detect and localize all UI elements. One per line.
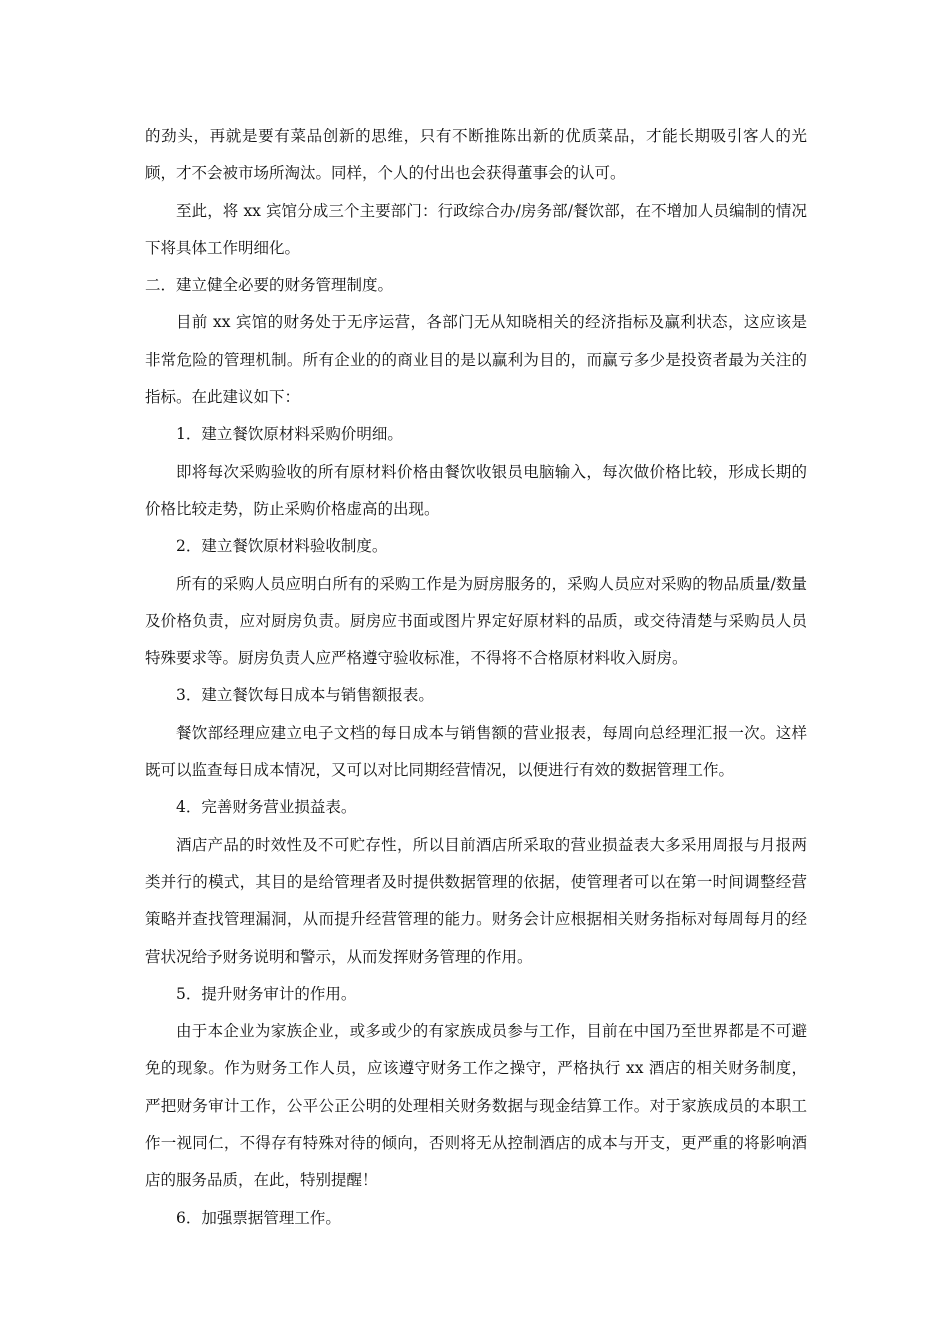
item-heading-5: 5．提升财务审计的作用。 xyxy=(176,984,357,1003)
item-heading-2: 2．建立餐饮原材料验收制度。 xyxy=(176,537,388,556)
paragraph-item-5: 由于本企业为家族企业，或多或少的有家族成员参与工作，目前在中国乃至世界都是不可避免的现象。作为财务工作人员，应该遵守财务工作之操守，严格执行 xx 酒店的相关财务制度，严把财务审计工作，公平公正公明的处理相关财务数据与现金结算工作。对于家族成员的本职工作一视同仁，不得存有特殊对待的倾向，否则将无从控制酒店的成本与开支，更严重的将影响酒店的服务品质，在此，特别提醒！ xyxy=(145,1022,807,1190)
paragraph-item-3: 餐饮部经理应建立电子文档的每日成本与销售额的营业报表，每周向总经理汇报一次。这样既可以监查每日成本情况，又可以对比同期经营情况，以便进行有效的数据管理工作。 xyxy=(145,723,807,780)
paragraph-finance-intro: 目前 xx 宾馆的财务处于无序运营，各部门无从知晓相关的经济指标及赢利状态，这应该是非常危险的管理机制。所有企业的的商业目的是以赢利为目的，而赢亏多少是投资者最为关注的指标。在此建议如下： xyxy=(145,313,807,407)
item-heading-4: 4．完善财务营业损益表。 xyxy=(176,798,357,817)
item-heading-3: 3．建立餐饮每日成本与销售额报表。 xyxy=(176,686,434,705)
document-body xyxy=(145,118,807,1237)
paragraph-item-4: 酒店产品的时效性及不可贮存性，所以目前酒店所采取的营业损益表大多采用周报与月报两类并行的模式，其目的是给管理者及时提供数据管理的依据，使管理者可以在第一时间调整经营策略并查找管理漏洞，从而提升经营管理的能力。财务会计应根据相关财务指标对每周每月的经营状况给予财务说明和警示，从而发挥财务管理的作用。 xyxy=(145,835,807,966)
paragraph-item-1: 即将每次采购验收的所有原材料价格由餐饮收银员电脑输入，每次做价格比较，形成长期的价格比较走势，防止采购价格虚高的出现。 xyxy=(145,462,807,518)
paragraph-continuation: 的劲头，再就是要有菜品创新的思维，只有不断推陈出新的优质菜品，才能长期吸引客人的光顾，才不会被市场所淘汰。同样，个人的付出也会获得董事会的认可。 xyxy=(145,127,807,183)
paragraph-departments: 至此，将 xx 宾馆分成三个主要部门：行政综合办/房务部/餐饮部，在不增加人员编制的情况下将具体工作明细化。 xyxy=(145,201,807,257)
paragraph-item-2: 所有的采购人员应明白所有的采购工作是为厨房服务的，采购人员应对采购的物品质量/数量及价格负责，应对厨房负责。厨房应书面或图片界定好原材料的品质，或交待清楚与采购员人员特殊要求等。厨房负责人应严格遵守验收标准，不得将不合格原材料收入厨房。 xyxy=(145,574,807,668)
item-heading-1: 1．建立餐饮原材料采购价明细。 xyxy=(176,425,403,444)
item-heading-6: 6．加强票据管理工作。 xyxy=(176,1208,341,1227)
section-heading-finance: 二．建立健全必要的财务管理制度。 xyxy=(145,276,394,295)
